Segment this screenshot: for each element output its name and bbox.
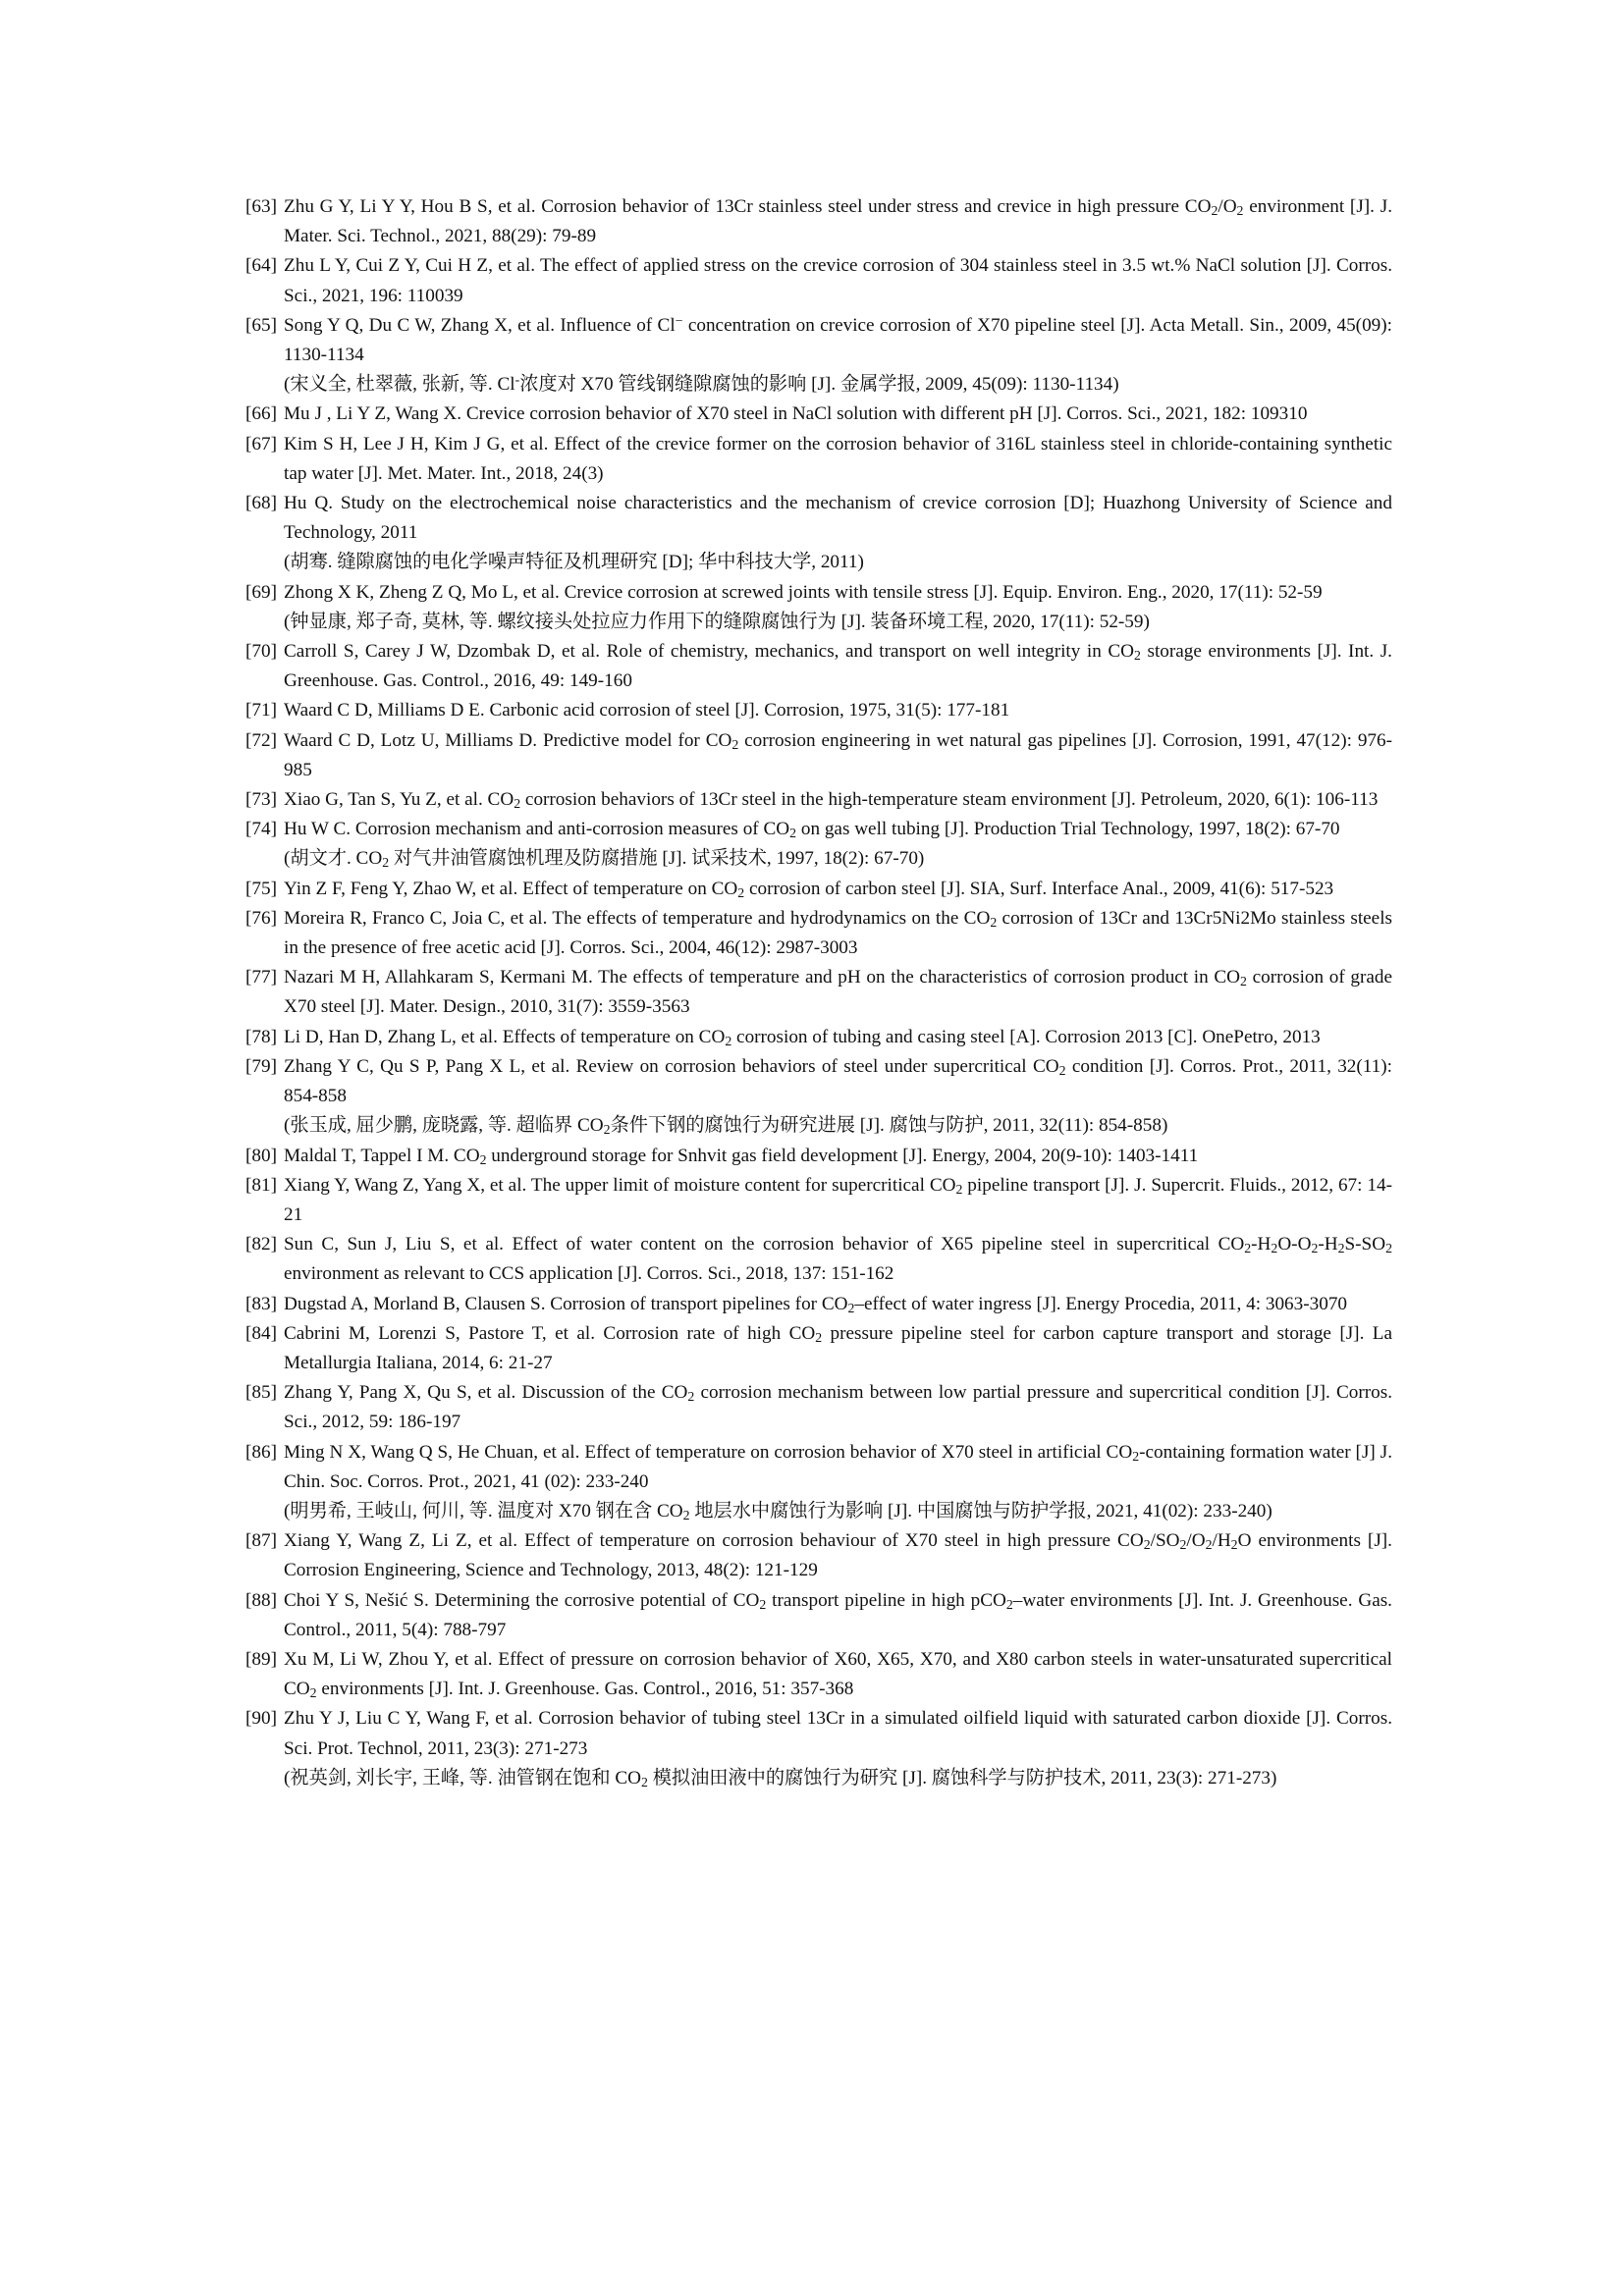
reference-text: Moreira R, Franco C, Joia C, et al. The effects of temperature and hydrodynamics on the $CO_2$ corrosion of 13Cr and 13Cr5Ni2Mo stainless steels in the presence of free acetic acid [J]. Corros. Sci., 2004, 46(12): 2987-3003 <box>284 907 1392 959</box>
reference-entry <box>245 1052 1392 1142</box>
reference-text: Ming N X, Wang Q S, He Chuan, et al. Effect of temperature on corrosion behavior of X70 steel in artificial $CO_2$-containing formation water [J] J. Chin. Soc. Corros. Prot., 2021, 41 (02): 233-240 <box>284 1441 1392 1492</box>
reference-number: [71] <box>245 700 277 721</box>
reference-text: Zhong X K, Zheng Z Q, Mo L, et al. Crevice corrosion at screwed joints with tensile stress [J]. Equip. Environ. Eng., 2020, 17(11): 52-59 <box>284 581 1323 603</box>
reference-text: Waard C D, Milliams D E. Carbonic acid corrosion of steel [J]. Corrosion, 1975, 31(5): 177-181 <box>284 700 1010 721</box>
reference-entry <box>245 311 1392 400</box>
reference-chinese-text: (胡骞. 缝隙腐蚀的电化学噪声特征及机理研究 [D]; 华中科技大学, 2011) <box>284 552 864 573</box>
reference-text: Choi Y S, Nešić S. Determining the corrosive potential of $CO_2$ transport pipeline in high pCO$_2$–water environments [J]. Int. J. Greenhouse. Gas. Control., 2011, 5(4): 788-797 <box>284 1589 1392 1640</box>
reference-number: [68] <box>245 493 277 514</box>
reference-number: [63] <box>245 196 277 217</box>
reference-number: [85] <box>245 1382 277 1404</box>
reference-text: Zhang Y, Pang X, Qu S, et al. Discussion of the $CO_2$ corrosion mechanism between low partial pressure and supercritical condition [J]. Corros. Sci., 2012, 59: 186-197 <box>284 1382 1393 1433</box>
reference-chinese-text: (祝英剑, 刘长宇, 王峰, 等. 油管钢在饱和 $CO_2$ 模拟油田液中的腐蚀行为研究 [J]. 腐蚀科学与防护技术, 2011, 23(3): 271-273) <box>284 1767 1277 1789</box>
reference-entry <box>245 1230 1392 1289</box>
reference-number: [88] <box>245 1589 277 1611</box>
reference-number: [73] <box>245 789 277 811</box>
reference-number: [64] <box>245 255 277 277</box>
reference-entry <box>245 963 1392 1022</box>
reference-number: [69] <box>245 581 277 603</box>
reference-text: Nazari M H, Allahkaram S, Kermani M. The effects of temperature and pH on the characteristics of corrosion product in $CO_2$ corrosion of grade X70 steel [J]. Mater. Design., 2010, 31(7): 3559-3563 <box>284 967 1392 1018</box>
reference-text: Maldal T, Tappel I M. $CO_2$ underground storage for Snhvit gas field development [J]. Energy, 2004, 20(9-10): 1403-1411 <box>284 1145 1199 1167</box>
reference-number: [74] <box>245 819 277 840</box>
reference-text: Zhang Y C, Qu S P, Pang X L, et al. Review on corrosion behaviors of steel under supercritical $CO_2$ condition [J]. Corros. Prot., 2011, 32(11): 854-858 <box>284 1055 1392 1107</box>
reference-number: [76] <box>245 907 277 929</box>
reference-text: Xiang Y, Wang Z, Yang X, et al. The upper limit of moisture content for supercritical $CO_2$ pipeline transport [J]. J. Supercrit. Fluids., 2012, 67: 14-21 <box>284 1174 1392 1225</box>
reference-number: [82] <box>245 1234 277 1255</box>
reference-entry <box>245 1290 1392 1319</box>
reference-text: Hu Q. Study on the electrochemical noise characteristics and the mechanism of crevice corrosion [D]; Huazhong University of Science and Technology, 2011 <box>284 493 1392 544</box>
reference-number: [78] <box>245 1026 277 1047</box>
reference-number: [67] <box>245 433 277 454</box>
reference-entry <box>245 1171 1392 1230</box>
reference-number: [81] <box>245 1174 277 1196</box>
reference-number: [86] <box>245 1441 277 1463</box>
reference-entry <box>245 875 1392 904</box>
reference-entry <box>245 1438 1392 1527</box>
reference-number: [89] <box>245 1648 277 1670</box>
reference-entry <box>245 1319 1392 1378</box>
reference-entry <box>245 1378 1392 1437</box>
reference-text: Xiao G, Tan S, Yu Z, et al. $CO_2$ corrosion behaviors of 13Cr steel in the high-temperature steam environment [J]. Petroleum, 2020, 6(1): 106-113 <box>284 789 1379 812</box>
reference-number: [75] <box>245 878 277 899</box>
reference-number: [79] <box>245 1055 277 1077</box>
reference-number: [80] <box>245 1145 277 1166</box>
reference-number: [90] <box>245 1708 277 1730</box>
reference-number: [65] <box>245 314 277 336</box>
reference-text: Kim S H, Lee J H, Kim J G, et al. Effect of the crevice former on the corrosion behavior of 316L stainless steel in chloride-containing synthetic tap water [J]. Met. Mater. Int., 2018, 24(3) <box>284 433 1392 484</box>
reference-entry <box>245 696 1392 725</box>
reference-chinese-text: (胡文才. $CO_2$ 对气井油管腐蚀机理及防腐措施 [J]. 试采技术, 1997, 18(2): 67-70) <box>284 848 925 871</box>
reference-number: [83] <box>245 1293 277 1314</box>
reference-text: Zhu Y J, Liu C Y, Wang F, et al. Corrosion behavior of tubing steel 13Cr in a simulated oilfield liquid with saturated carbon dioxide [J]. Corros. Sci. Prot. Technol, 2011, 23(3): 271-273 <box>284 1708 1392 1759</box>
reference-text: Mu J , Li Y Z, Wang X. Crevice corrosion behavior of X70 steel in NaCl solution with different pH [J]. Corros. Sci., 2021, 182: 109310 <box>284 403 1308 425</box>
reference-entry <box>245 637 1392 696</box>
reference-text: Li D, Han D, Zhang L, et al. Effects of temperature on $CO_2$ corrosion of tubing and casing steel [A]. Corrosion 2013 [C]. OnePetro, 2013 <box>284 1026 1321 1048</box>
reference-entry <box>245 1023 1392 1052</box>
reference-entry <box>245 1704 1392 1793</box>
reference-number: [77] <box>245 967 277 988</box>
reference-entry <box>245 1526 1392 1585</box>
reference-text: Xu M, Li W, Zhou Y, et al. Effect of pressure on corrosion behavior of X60, X65, X70, and X80 carbon steels in water-unsaturated supercritical $CO_2$ environments [J]. Int. J. Greenhouse. Gas. Control., 2016, 51: 357-368 <box>284 1648 1392 1701</box>
reference-chinese-text: (宋义全, 杜翠薇, 张新, 等. Cl-浓度对 X70 管线钢缝隙腐蚀的影响 [J]. 金属学报, 2009, 45(09): 1130-1134) <box>284 372 1119 396</box>
reference-number: [72] <box>245 729 277 751</box>
reference-text: Dugstad A, Morland B, Clausen S. Corrosion of transport pipelines for $CO_2$–effect of water ingress [J]. Energy Procedia, 2011, 4: 3063-3070 <box>284 1293 1348 1315</box>
reference-entry <box>245 192 1392 251</box>
reference-text: Cabrini M, Lorenzi S, Pastore T, et al. Corrosion rate of high $CO_2$ pressure pipeline steel for carbon capture transport and storage [J]. La Metallurgia Italiana, 2014, 6: 21-27 <box>284 1322 1392 1373</box>
reference-entry <box>245 904 1392 963</box>
reference-entry <box>245 815 1392 874</box>
reference-text: Zhu G Y, Li Y Y, Hou B S, et al. Corrosion behavior of 13Cr stainless steel under stress and crevice in high pressure $CO_2/O_2$ environment [J]. J. Mater. Sci. Technol., 2021, 88(29): 79-89 <box>284 196 1392 247</box>
reference-chinese-text: (张玉成, 屈少鹏, 庞晓露, 等. 超临界 $CO_2$条件下钢的腐蚀行为研究进展 [J]. 腐蚀与防护, 2011, 32(11): 854-858) <box>284 1115 1168 1138</box>
reference-entry <box>245 251 1392 310</box>
reference-chinese-text: (明男希, 王岐山, 何川, 等. 温度对 X70 钢在含 $CO_2$ 地层水中腐蚀行为影响 [J]. 中国腐蚀与防护学报, 2021, 41(02): 233-240) <box>284 1500 1272 1522</box>
reference-text: Yin Z F, Feng Y, Zhao W, et al. Effect of temperature on $CO_2$ corrosion of carbon steel [J]. SIA, Surf. Interface Anal., 2009, 41(6): 517-523 <box>284 878 1334 900</box>
reference-entry <box>245 400 1392 429</box>
reference-text: Song Y Q, Du C W, Zhang X, et al. Influence of Cl− concentration on crevice corrosion of X70 pipeline steel [J]. Acta Metall. Sin., 2009, 45(09): 1130-1134 <box>284 312 1392 366</box>
reference-entry <box>245 785 1392 815</box>
reference-entry <box>245 1586 1392 1645</box>
reference-number: [66] <box>245 403 277 425</box>
reference-text: Xiang Y, Wang Z, Li Z, et al. Effect of temperature on corrosion behaviour of X70 steel in high pressure $CO_2/SO_2/O_2/H_2O$ environments [J]. Corrosion Engineering, Science and Technology, 2013, 48(2): 121-129 <box>284 1530 1392 1581</box>
reference-text: Carroll S, Carey J W, Dzombak D, et al. Role of chemistry, mechanics, and transport on well integrity in $CO_2$ storage environments [J]. Int. J. Greenhouse. Gas. Control., 2016, 49: 149-160 <box>284 641 1392 692</box>
reference-chinese-text: (钟显康, 郑子奇, 莫林, 等. 螺纹接头处拉应力作用下的缝隙腐蚀行为 [J]. 装备环境工程, 2020, 17(11): 52-59) <box>284 611 1150 632</box>
reference-text: Waard C D, Lotz U, Milliams D. Predictive model for $CO_2$ corrosion engineering in wet natural gas pipelines [J]. Corrosion, 1991, 47(12): 976-985 <box>284 729 1392 780</box>
reference-entry <box>245 1645 1392 1704</box>
reference-entry <box>245 430 1392 489</box>
reference-text: Sun C, Sun J, Liu S, et al. Effect of water content on the corrosion behavior of X65 pipeline steel in supercritical $CO_2-H_2O-O_2-H_2S-SO_2$ environment as relevant to CCS application [J]. Corros. Sci., 2018, 137: 151-162 <box>284 1234 1392 1285</box>
reference-entry <box>245 489 1392 578</box>
reference-list <box>245 192 1392 1793</box>
reference-text: Zhu L Y, Cui Z Y, Cui H Z, et al. The effect of applied stress on the crevice corrosion of 304 stainless steel in 3.5 wt.% NaCl solution [J]. Corros. Sci., 2021, 196: 110039 <box>284 255 1392 306</box>
reference-number: [87] <box>245 1530 277 1552</box>
reference-entry <box>245 578 1392 637</box>
reference-entry <box>245 726 1392 785</box>
reference-entry <box>245 1142 1392 1171</box>
reference-number: [84] <box>245 1322 277 1344</box>
reference-text: Hu W C. Corrosion mechanism and anti-corrosion measures of $CO_2$ on gas well tubing [J]. Production Trial Technology, 1997, 18(2): 67-70 <box>284 819 1340 841</box>
reference-number: [70] <box>245 641 277 663</box>
